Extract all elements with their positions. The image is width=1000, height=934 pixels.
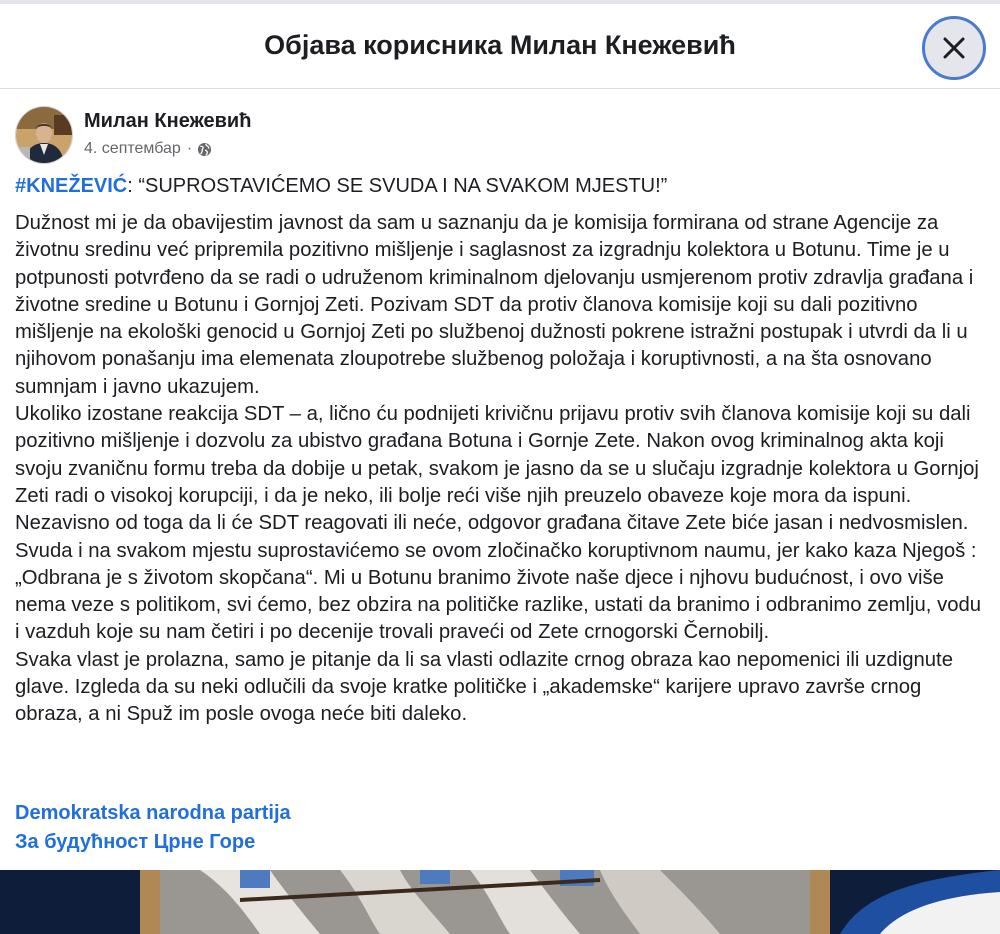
dialog-title: Објава корисника Милан Кнежевић — [264, 30, 736, 60]
author-name[interactable]: Милан Кнежевић — [84, 110, 252, 132]
post-paragraph: Ukoliko izostane reakcija SDT – a, lično ću podnijeti krivičnu prijavu protiv svih članova komisije koji su dali pozitivno mišljenje i dozvolu za ubistvo građana Botuna i Gornje Zete. Nakon ovog kriminalnog akta koji svoju zvaničnu formu treba da dobije u petak, svakom je jasno da se u slučaju izgradnje kolektora u Gornjoj Zeti radi o visokoj korupciji, i da je neko, ili bolje reći više njih preuzelo obaveze koje mora da ispuni. Nezavisno od toga da li će SDT reagovati ili neće, odgovor građana čitave Zete biće jasan i nedvosmislen. Svuda i na svakom mjestu suprostavićemo se ovom zločinačko koruptivnom naumu, jer kako kaza Njegoš : „Odbrana je s životom skopčana“. Mi u Botunu branimo živote naše djece i njhovu budućnost, i ovo više nema veze s politikom, svi ćemo, bez obzira na političke razlike, ustati da branimo i odbranimo zemlju, vodu i vazduh koje su nam četiri i po decenije trovali praveći od Zete crnogorski Černobilj. — [15, 403, 982, 644]
headline-text: : “SUPROSTAVIĆEMO SE SVUDA I NA SVAKOM MJESTU!” — [127, 175, 668, 197]
close-button[interactable] — [922, 16, 986, 80]
post-paragraph: Svaka vlast je prolazna, samo je pitanje da li sa vlasti odlazite crnog obraza kao nepomenici ili uzdignute glave. Izgleda da su neki odlučili da svoje kratke političke i „akademske“ karijere upravo završe crnog obraza, a ni Spuž im posle ovoga neće biti daleko. — [15, 648, 953, 726]
tag-link-dnp[interactable]: Demokratska narodna partija — [15, 802, 291, 824]
post-photo[interactable] — [0, 870, 1000, 934]
post-headline — [15, 175, 667, 198]
post-body — [15, 210, 990, 729]
author-avatar[interactable] — [15, 106, 73, 164]
post-date[interactable]: 4. септембар — [84, 140, 181, 157]
avatar-image — [16, 107, 72, 163]
tag-link-zbcg[interactable]: За будућност Црне Горе — [15, 831, 256, 853]
post-paragraph: Dužnost mi je da obavijestim javnost da sam u saznanju da je komisija formirana od strane Agencije za životnu sredinu već pripremila pozitivno mišljenje i saglasnost za izgradnju kolektora u Botunu. Time je u potpunosti potvrđeno da se radi o udruženom kriminalnom djelovanju usmjerenom protiv zdravlja građana i životne sredine u Botunu i Gornjoj Zeti. Pozivam SDT da protiv članova komisije koji su dali pozitivno mišljenje na ekološki genocid u Gornjoj Zeti po službenoj dužnosti pokrene istražni postupak i utvrdi da li u njihovom ponašanju ima elemenata zloupotrebe službenog položaja i koruptivnosti, a na šta osnovano sumnjam i javno ukazujem. — [15, 212, 974, 398]
post-meta — [84, 140, 212, 158]
close-icon — [942, 36, 966, 60]
meta-separator: · — [186, 140, 193, 157]
dialog-header — [0, 4, 1000, 89]
hashtag-link[interactable]: #KNEŽEVIĆ — [15, 175, 128, 197]
globe-icon — [197, 142, 212, 157]
post-card — [0, 89, 1000, 870]
post-photo-image — [0, 870, 1000, 934]
tag-links — [15, 799, 291, 857]
